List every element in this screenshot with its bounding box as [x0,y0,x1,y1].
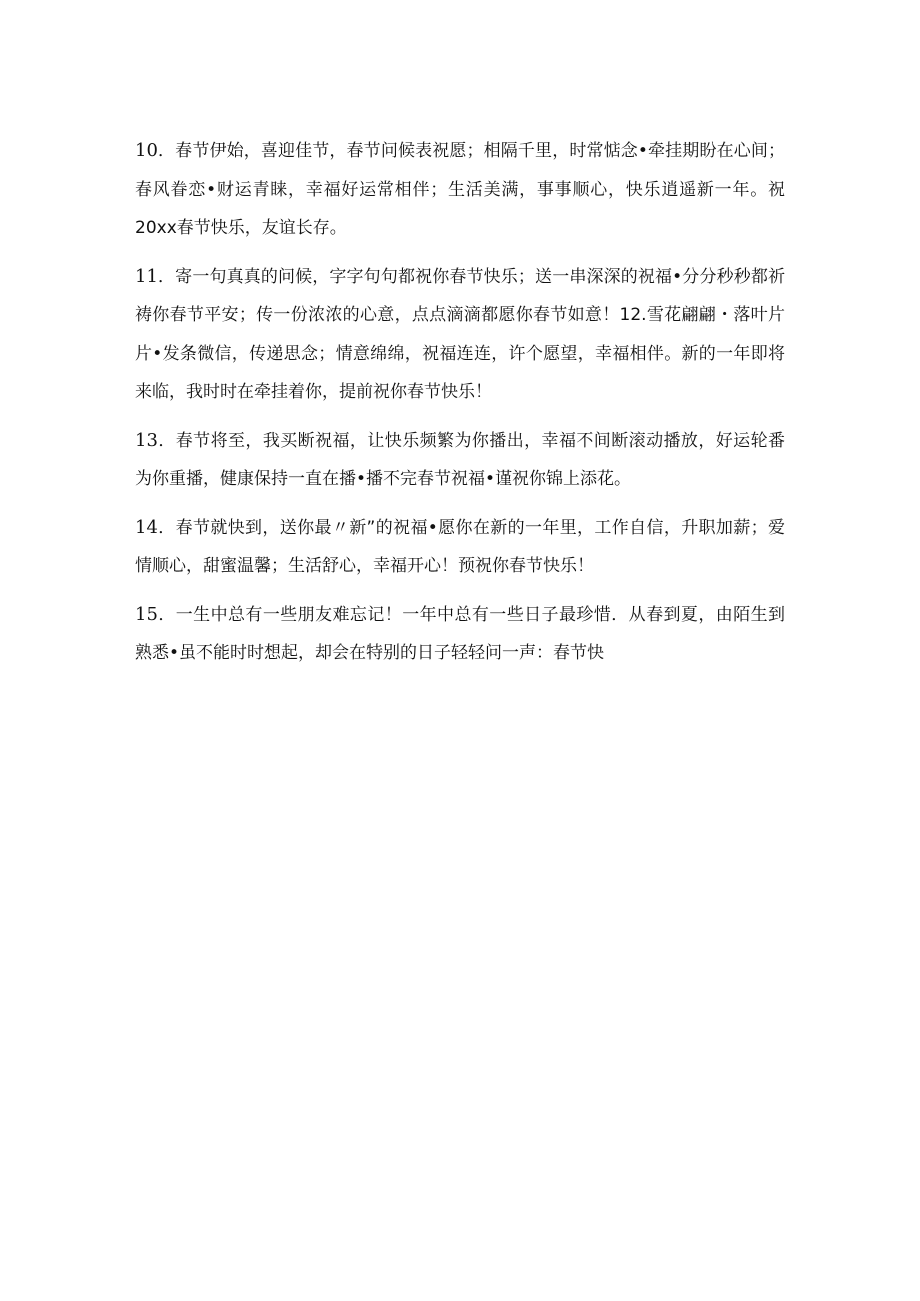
paragraph-number: 11 [135,265,158,287]
paragraph-text: ．春节就快到，送你最〃新”的祝福•愿你在新的一年里，工作自信，升职加薪；爱情顺心，甜蜜温馨；生活舒心，幸福开心！预祝你春节快乐！ [135,517,785,576]
paragraph-number: 15 [135,603,158,625]
document-body [135,132,785,683]
paragraph-text: ．春节将至，我买断祝福，让快乐频繁为你播出，幸福不间断滚动播放，好运轮番为你重播，健康保持一直在播•播不完春节祝福•谨祝你锦上添花。 [135,430,785,489]
paragraph-text: ．一生中总有一些朋友难忘记！一年中总有一些日子最珍惜．从春到夏，由陌生到熟悉•虽不能时时想起，却会在特别的日子轻轻问一声：春节快 [135,604,785,663]
paragraph-10 [135,132,785,248]
paragraph-14 [135,509,785,586]
paragraph-number: 14 [135,516,158,538]
paragraph-15 [135,596,785,673]
paragraph-number: 10 [135,140,158,161]
paragraph-text: ．春节伊始，喜迎佳节，春节问候表祝愿；相隔千里，时常惦念•牵挂期盼在心间；春风眷恋•财运青睐，幸福好运常相伴；生活美满，事事顺心，快乐逍遥新一年。祝20xx春节快乐，友谊长存。 [135,141,785,238]
paragraph-13 [135,422,785,499]
paragraph-11 [135,258,785,412]
paragraph-number: 13 [135,429,158,451]
paragraph-text: ．寄一句真真的问候，字字句句都祝你春节快乐；送一串深深的祝福•分分秒秒都祈祷你春节平安；传一份浓浓的心意，点点滴滴都愿你春节如意！12.雪花翩翩・落叶片片•发条微信，传递思念；情意绵绵，祝福连连，许个愿望，幸福相伴。新的一年即将来临，我时时在牵挂着你，提前祝你春节快乐！ [135,266,785,402]
